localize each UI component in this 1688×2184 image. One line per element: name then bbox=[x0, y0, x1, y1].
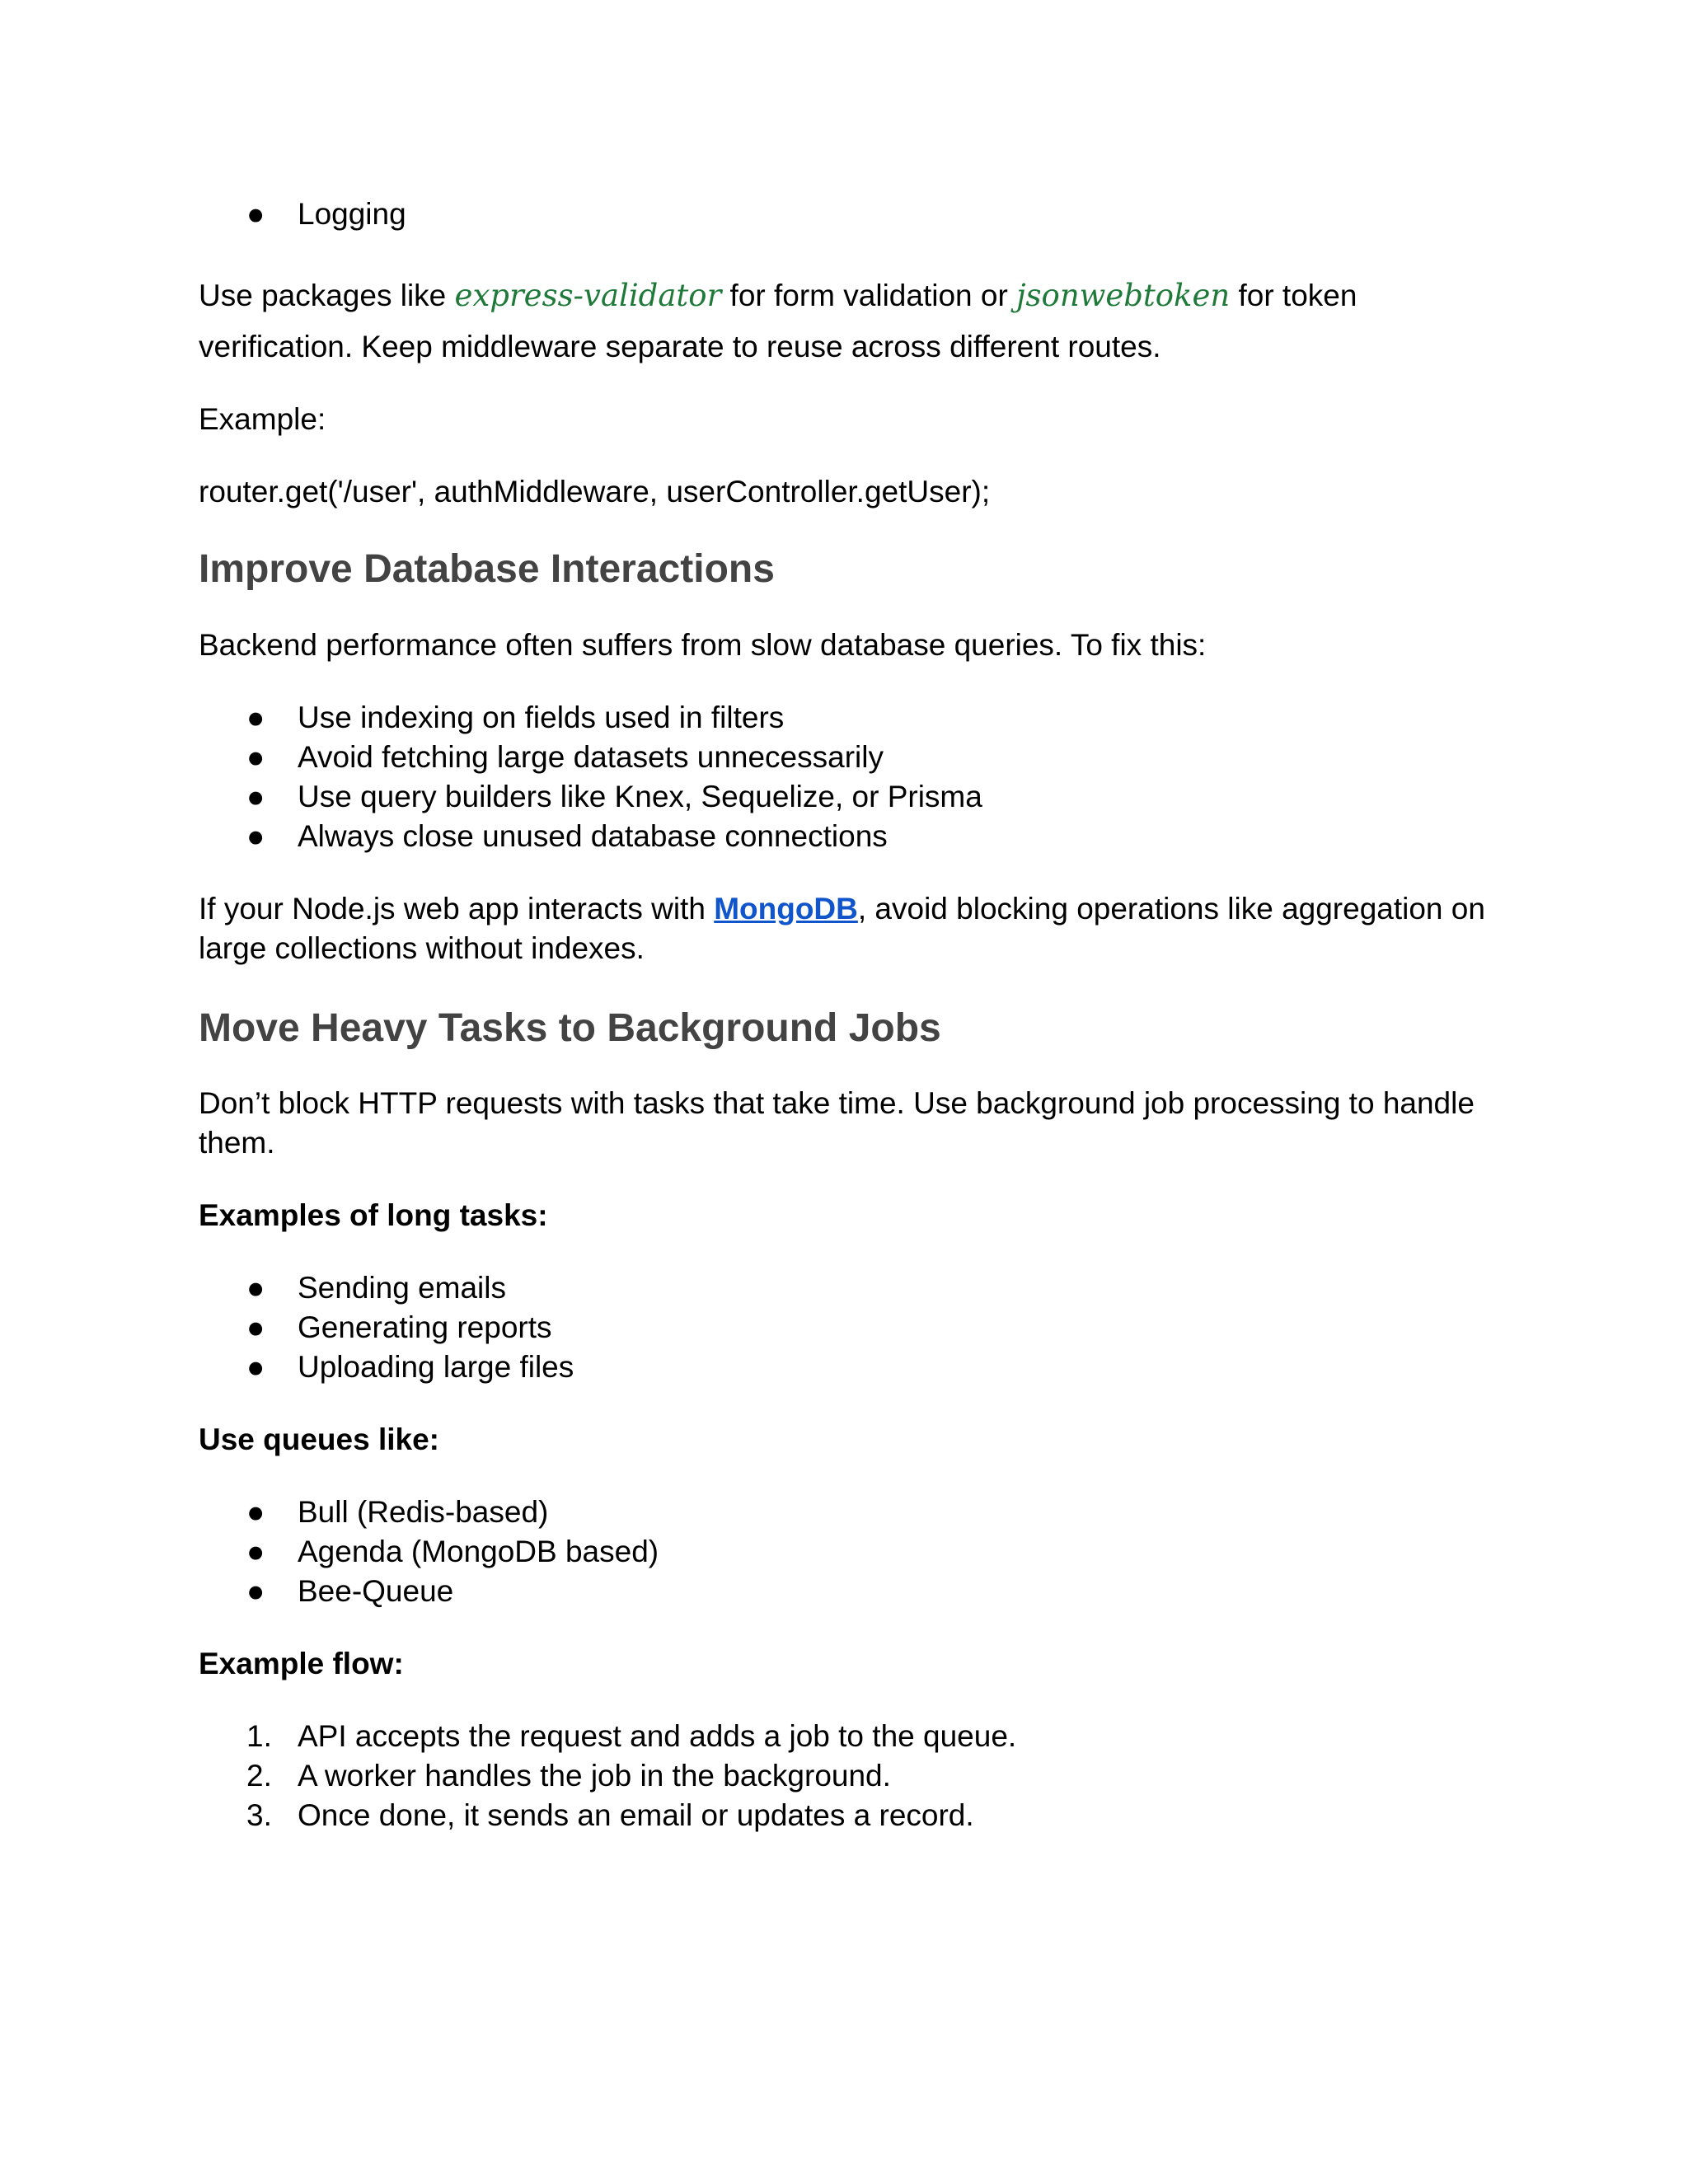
number-marker: 2. bbox=[246, 1759, 272, 1793]
list-item-text: Use query builders like Knex, Sequelize, or Prisma bbox=[298, 780, 982, 813]
list-item-text: Use indexing on fields used in filters bbox=[298, 701, 785, 734]
list-item-text: Generating reports bbox=[298, 1310, 552, 1344]
list-item-text: A worker handles the job in the background. bbox=[298, 1759, 891, 1793]
mongodb-note bbox=[199, 888, 1493, 930]
list-item bbox=[199, 1307, 1493, 1348]
bullet-marker: ● bbox=[246, 701, 265, 734]
middleware-paragraph-line2: verification. Keep middleware separate to reuse across different routes. bbox=[199, 330, 1161, 363]
bullet-marker: ● bbox=[246, 740, 265, 774]
section-heading-database: Improve Database Interactions bbox=[199, 547, 775, 591]
list-item bbox=[199, 194, 1493, 235]
bullet-marker: ● bbox=[246, 819, 265, 853]
list-item-text: Logging bbox=[298, 197, 406, 231]
bullet-marker: ● bbox=[246, 1495, 265, 1529]
bullet-marker: ● bbox=[246, 1350, 265, 1384]
list-item bbox=[199, 1268, 1493, 1309]
package-name-jsonwebtoken: jsonwebtoken bbox=[1016, 278, 1231, 313]
bullet-marker: ● bbox=[246, 1535, 265, 1568]
queues-label: Use queues like: bbox=[199, 1422, 440, 1456]
examples-label: Examples of long tasks: bbox=[199, 1198, 548, 1232]
list-item bbox=[199, 1795, 1493, 1836]
list-item bbox=[199, 697, 1493, 738]
text-span: for token bbox=[1230, 279, 1357, 312]
text-span: Use packages like bbox=[199, 279, 455, 312]
database-intro: Backend performance often suffers from slow database queries. To fix this: bbox=[199, 628, 1207, 662]
list-item-text: Bee-Queue bbox=[298, 1574, 454, 1608]
mongodb-link[interactable]: MongoDB bbox=[714, 892, 858, 926]
list-item bbox=[199, 1571, 1493, 1612]
list-item bbox=[199, 737, 1493, 778]
bullet-marker: ● bbox=[246, 197, 265, 231]
list-item bbox=[199, 1716, 1493, 1757]
flow-label: Example flow: bbox=[199, 1647, 404, 1680]
bullet-marker: ● bbox=[246, 1310, 265, 1344]
list-item bbox=[199, 816, 1493, 857]
list-item bbox=[199, 1347, 1493, 1388]
section-heading-background-jobs: Move Heavy Tasks to Background Jobs bbox=[199, 1006, 941, 1050]
list-item bbox=[199, 1531, 1493, 1572]
text-span: , avoid blocking operations like aggregation on bbox=[857, 892, 1485, 926]
example-code: router.get('/user', authMiddleware, userController.getUser); bbox=[199, 475, 991, 509]
list-item-text: Once done, it sends an email or updates a record. bbox=[298, 1798, 974, 1832]
text-span: for form validation or bbox=[721, 279, 1017, 312]
list-item-text: Uploading large files bbox=[298, 1350, 574, 1384]
list-item-text: Avoid fetching large datasets unnecessarily bbox=[298, 740, 884, 774]
list-item-text: Agenda (MongoDB based) bbox=[298, 1535, 659, 1568]
bullet-marker: ● bbox=[246, 1271, 265, 1305]
number-marker: 1. bbox=[246, 1719, 272, 1753]
middleware-paragraph bbox=[199, 275, 1493, 316]
list-item-text: Bull (Redis-based) bbox=[298, 1495, 549, 1529]
jobs-intro: Don’t block HTTP requests with tasks that take time. Use background job processing to handle bbox=[199, 1086, 1475, 1120]
list-item-text: API accepts the request and adds a job to the queue. bbox=[298, 1719, 1017, 1753]
bullet-marker: ● bbox=[246, 780, 265, 813]
jobs-intro-line2: them. bbox=[199, 1126, 275, 1160]
list-item-text: Always close unused database connections bbox=[298, 819, 888, 853]
list-item bbox=[199, 1492, 1493, 1533]
number-marker: 3. bbox=[246, 1798, 272, 1832]
example-label: Example: bbox=[199, 402, 326, 436]
list-item-text: Sending emails bbox=[298, 1271, 506, 1305]
text-span: If your Node.js web app interacts with bbox=[199, 892, 715, 926]
list-item bbox=[199, 776, 1493, 818]
mongodb-note-line2: large collections without indexes. bbox=[199, 931, 645, 965]
bullet-marker: ● bbox=[246, 1574, 265, 1608]
list-item bbox=[199, 1755, 1493, 1797]
package-name-express-validator: express-validator bbox=[454, 278, 722, 313]
